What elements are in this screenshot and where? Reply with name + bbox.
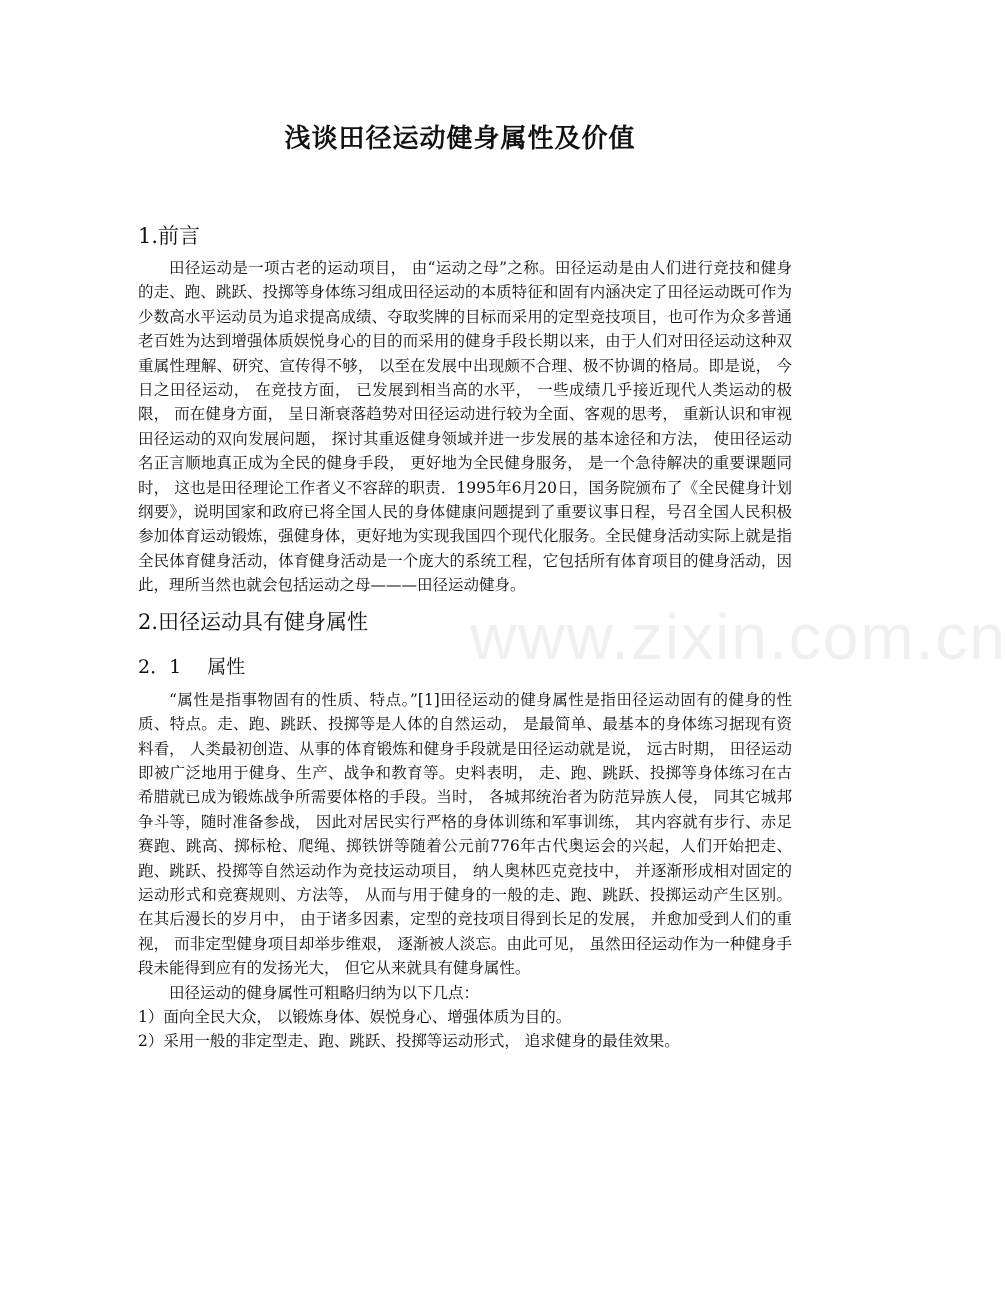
intro-paragraph: 田径运动是一项古老的运动项目， 由“运动之母”之称。田径运动是由人们进行竞技和健身的走、跑、跳跃、投掷等身体练习组成田径运动的本质特征和固有内涵决定了田径运动既可作为少数高水平运动员为追求提高成绩、夺取奖牌的目标而采用的定型竞技项目，也可作为众多普通老百姓为达到增强体质娱悦身心的目的而采用的健身手段长期以来，由于人们对田径运动这种双重属性理解、研究、宣传得不够， 以至在发展中出现颇不合理、极不协调的格局。即是说， 今日之田径运动， 在竞技方面， 已发展到相当高的水平， 一些成绩几乎接近现代人类运动的极限， 而在健身方面， 呈日渐衰落趋势对田径运动进行较为全面、客观的思考， 重新认识和审视田径运动的双向发展问题， 探讨其重返健身领域并进一步发展的基本途径和方法， 使田径运动名正言顺地真正成为全民的健身手段， 更好地为全民健身服务， 是一个急待解决的重要课题同时， 这也是田径理论工作者义不容辞的职责．1995年6月20日，国务院颁布了《全民健身计划纲要》，说明国家和政府已将全国人民的身体健康问题提到了重要议事日程，号召全国人民积极参加体育运动锻炼，强健身体，更好地为实现我国四个现代化服务。全民健身活动实际上就是指全民体育健身活动，体育健身活动是一个庞大的系统工程，它包括所有体育项目的健身活动，因此，理所当然也就会包括运动之母———田径运动健身。	[138, 259, 792, 595]
subsection-number: 2．1	[138, 655, 182, 678]
section-heading-fitness-attribute: 2.田径运动具有健身属性	[138, 609, 369, 634]
list-item: 1）面向全民大众， 以锻炼身体、娱悦身心、增强体质为目的。	[138, 1007, 572, 1026]
attribute-summary-paragraph: 田径运动的健身属性可粗略归纳为以下几点：	[169, 983, 480, 1002]
subsection-title: 属性	[207, 655, 246, 678]
section-heading-intro: 1.前言	[138, 224, 201, 248]
document-title: 浅谈田径运动健身属性及价值	[284, 124, 636, 154]
list-item: 2）采用一般的非定型走、跑、跳跃、投掷等运动形式， 追求健身的最佳效果。	[138, 1032, 680, 1051]
document-body	[138, 218, 792, 1054]
attribute-paragraph: “属性是指事物固有的性质、特点。”[1]田径运动的健身属性是指田径运动固有的健身的性质、特点。走、跑、跳跃、投掷等是人体的自然运动， 是最简单、最基本的身体练习据现有资料看， 人类最初创造、从事的体育锻炼和健身手段就是田径运动就是说， 远古时期， 田径运动即被广泛地用于健身、生产、战争和教育等。史料表明， 走、跑、跳跃、投掷等身体练习在古希腊就已成为锻炼战争所需要体格的手段。当时， 各城邦统治者为防范异族人侵， 同其它城邦争斗等，随时准备参战， 因此对居民实行严格的身体训练和军事训练， 其内容就有步行、赤足赛跑、跳高、掷标枪、爬绳、掷铁饼等随着公元前776年古代奥运会的兴起，人们开始把走、跑、跳跃、投掷等自然运动作为竞技运动项目， 纳人奥林匹克竞技中， 并逐渐形成相对固定的运动形式和竞赛规则、方法等， 从而与用于健身的一般的走、跑、跳跃、投掷运动产生区别。在其后漫长的岁月中， 由于诸多因素，定型的竞技项目得到长足的发展， 并愈加受到人们的重视， 而非定型健身项目却举步维艰， 逐渐被人淡忘。由此可见， 虽然田径运动作为一种健身手段未能得到应有的发扬光大， 但它从来就具有健身属性。	[138, 690, 792, 978]
watermark-text: www.zixin.com.cn	[470, 601, 1007, 673]
subsection-heading-attribute	[138, 650, 792, 684]
